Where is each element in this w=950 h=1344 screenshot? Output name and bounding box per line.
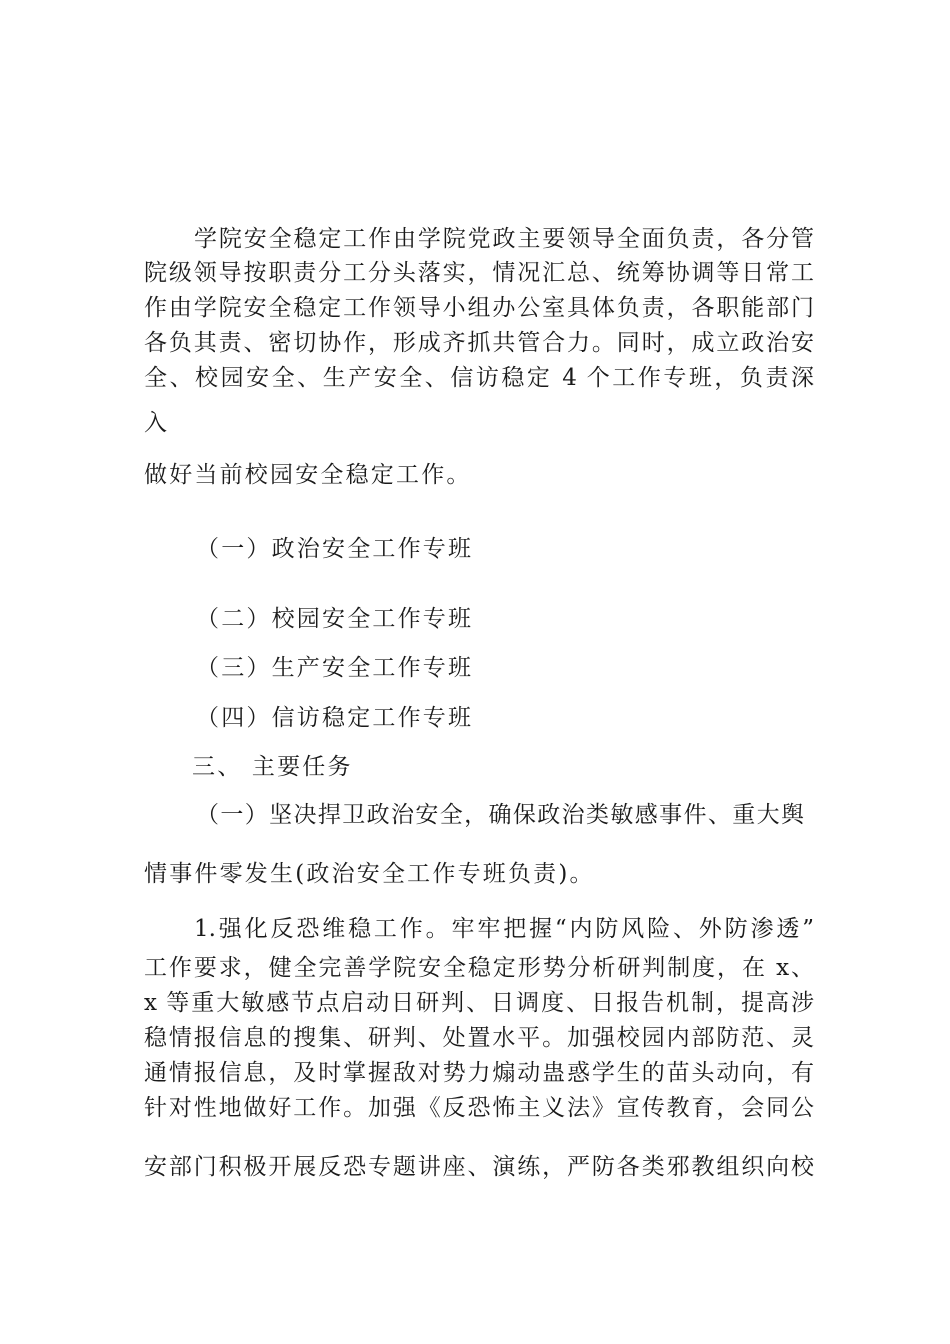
section-heading-4: （四）信访稳定工作专班 [196, 705, 474, 731]
paragraph-3-line-2: 工作要求，健全完善学院安全稳定形势分析研判制度，在 x、 [144, 955, 814, 981]
paragraph-3-line-4: 稳情报信息的搜集、研判、处置水平。加强校园内部防范、灵 [144, 1025, 814, 1051]
section-heading-3: （三）生产安全工作专班 [196, 655, 474, 681]
task-heading-line-1: （一）坚决捍卫政治安全，确保政治类敏感事件、重大舆 [196, 802, 804, 828]
section-heading-2: （二）校园安全工作专班 [196, 606, 474, 632]
paragraph-1-line-4: 各负其责、密切协作，形成齐抓共管合力。同时，成立政治安 [144, 330, 814, 356]
paragraph-1-line-6: 入 [144, 410, 170, 436]
paragraph-3-line-1: 1.强化反恐维稳工作。牢牢把握“内防风险、外防渗透” [194, 916, 814, 942]
paragraph-1-line-5: 全、校园安全、生产安全、信访稳定 4 个工作专班，负责深 [144, 365, 814, 391]
task-heading-line-2: 情事件零发生(政治安全工作专班负责)。 [144, 861, 595, 887]
chapter-heading: 三、 主要任务 [192, 754, 353, 780]
paragraph-2: 做好当前校园安全稳定工作。 [144, 462, 472, 488]
section-heading-1: （一）政治安全工作专班 [196, 536, 474, 562]
paragraph-3-line-7: 安部门积极开展反恐专题讲座、演练，严防各类邪教组织向校 [144, 1154, 814, 1180]
paragraph-1-line-1: 学院安全稳定工作由学院党政主要领导全面负责，各分管 [194, 226, 814, 252]
paragraph-1-line-2: 院级领导按职责分工分头落实，情况汇总、统筹协调等日常工 [144, 260, 814, 286]
paragraph-3-line-5: 通情报信息，及时掌握敌对势力煽动蛊惑学生的苗头动向，有 [144, 1060, 814, 1086]
paragraph-3-line-6: 针对性地做好工作。加强《反恐怖主义法》宣传教育，会同公 [144, 1095, 814, 1121]
paragraph-3-line-3: x 等重大敏感节点启动日研判、日调度、日报告机制，提高涉 [144, 990, 814, 1016]
paragraph-1-line-3: 作由学院安全稳定工作领导小组办公室具体负责，各职能部门 [144, 295, 814, 321]
